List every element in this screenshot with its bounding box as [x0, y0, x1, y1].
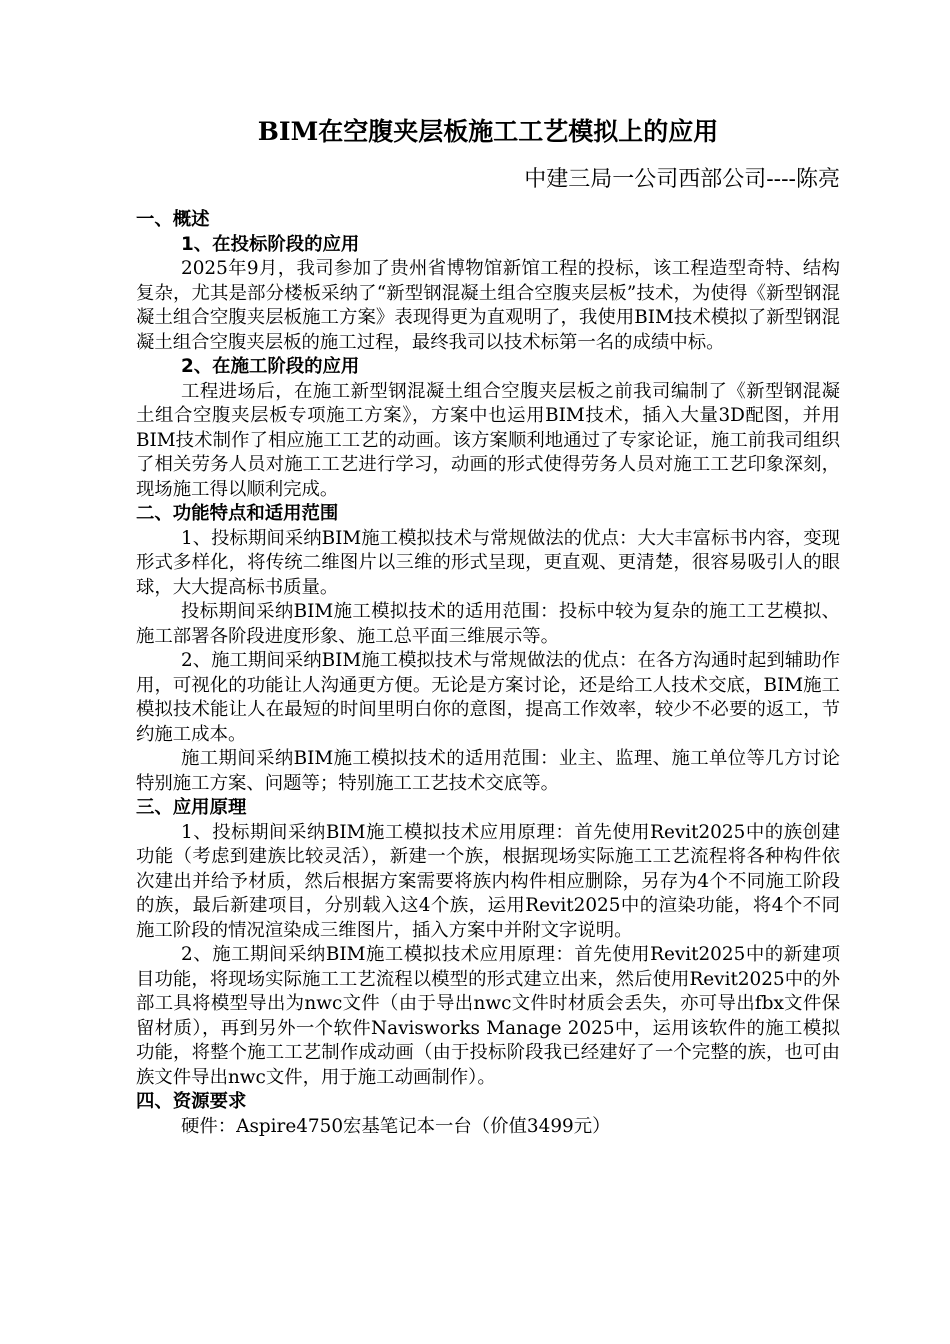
paragraph: 投标期间采纳BIM施工模拟技术的适用范围：投标中较为复杂的施工工艺模拟、施工部署各阶段进度形象、施工总平面三维展示等。: [136, 601, 840, 647]
subsection-heading-construction: 2、在施工阶段的应用: [181, 356, 360, 377]
paragraph: 2、施工期间采纳BIM施工模拟技术与常规做法的优点：在各方沟通时起到辅助作用，可视化的功能让人沟通更方便。无论是方案讨论，还是给工人技术交底，BIM施工模拟技术能让人在最短的时间里明白你的意图，提高工作效率，较少不必要的返工，节约施工成本。: [136, 650, 840, 745]
section-heading-principles: 三、应用原理: [136, 797, 247, 818]
document-title: BIM在空腹夹层板施工工艺模拟上的应用: [257, 117, 719, 146]
paragraph: 1、投标期间采纳BIM施工模拟技术应用原理：首先使用Revit2025中的族创建功能（考虑到建族比较灵活），新建一个族，根据现场实际施工工艺流程将各种构件依次建出并给予材质，然后根据方案需要将族内构件相应删除，另存为4个不同施工阶段的族，最后新建项目，分别载入这4个族，运用Revit2025中的渲染功能，将4个不同施工阶段的情况渲染成三维图片，插入方案中并附文字说明。: [136, 821, 840, 941]
paragraph: 2025年9月，我司参加了贵州省博物馆新馆工程的投标，该工程造型奇特、结构复杂，尤其是部分楼板采纳了“新型钢混凝土组合空腹夹层板”技术，为使得《新型钢混凝土组合空腹夹层板施工方案》表现得更为直观明了，我使用BIM技术模拟了新型钢混凝土组合空腹夹层板的施工过程，最终我司以技术标第一名的成绩中标。: [136, 258, 840, 353]
document-page: [136, 112, 840, 1139]
subsection-heading-bidding: 1、在投标阶段的应用: [181, 233, 360, 255]
document-author: 中建三局一公司西部公司----陈亮: [524, 167, 840, 192]
section-heading-resources: 四、资源要求: [136, 1091, 247, 1112]
paragraph: 2、施工期间采纳BIM施工模拟技术应用原理：首先使用Revit2025中的新建项目功能，将现场实际施工工艺流程以模型的形式建立出来，然后使用Revit2025中的外部工具将模型导出为nwc文件（由于导出nwc文件时材质会丢失，亦可导出fbx文件保留材质），再到另外一个软件Navisworks Manage 2025中，运用该软件的施工模拟功能，将整个施工工艺制作成动画（由于投标阶段我已经建好了一个完整的族，也可由族文件导出nwc文件，用于施工动画制作）。: [136, 944, 840, 1088]
paragraph: 硬件：Aspire4750宏基笔记本一台（价值3499元）: [181, 1115, 611, 1137]
paragraph: 1、投标期间采纳BIM施工模拟技术与常规做法的优点：大大丰富标书内容，变现形式多样化，将传统二维图片以三维的形式呈现，更直观、更清楚，很容易吸引人的眼球，大大提高标书质量。: [136, 527, 840, 598]
paragraph: 工程进场后，在施工新型钢混凝土组合空腹夹层板之前我司编制了《新型钢混凝土组合空腹夹层板专项施工方案》，方案中也运用BIM技术，插入大量3D配图，并用BIM技术制作了相应施工工艺的动画。该方案顺利地通过了专家论证，施工前我司组织了相关劳务人员对施工工艺进行学习，动画的形式使得劳务人员对施工工艺印象深刻，现场施工得以顺利完成。: [136, 380, 840, 500]
document-body: [136, 208, 840, 1139]
section-heading-overview: 一、概述: [136, 209, 210, 230]
paragraph: 施工期间采纳BIM施工模拟技术的适用范围：业主、监理、施工单位等几方讨论特别施工方案、问题等；特别施工工艺技术交底等。: [136, 748, 840, 794]
section-heading-features: 二、功能特点和适用范围: [136, 503, 339, 524]
